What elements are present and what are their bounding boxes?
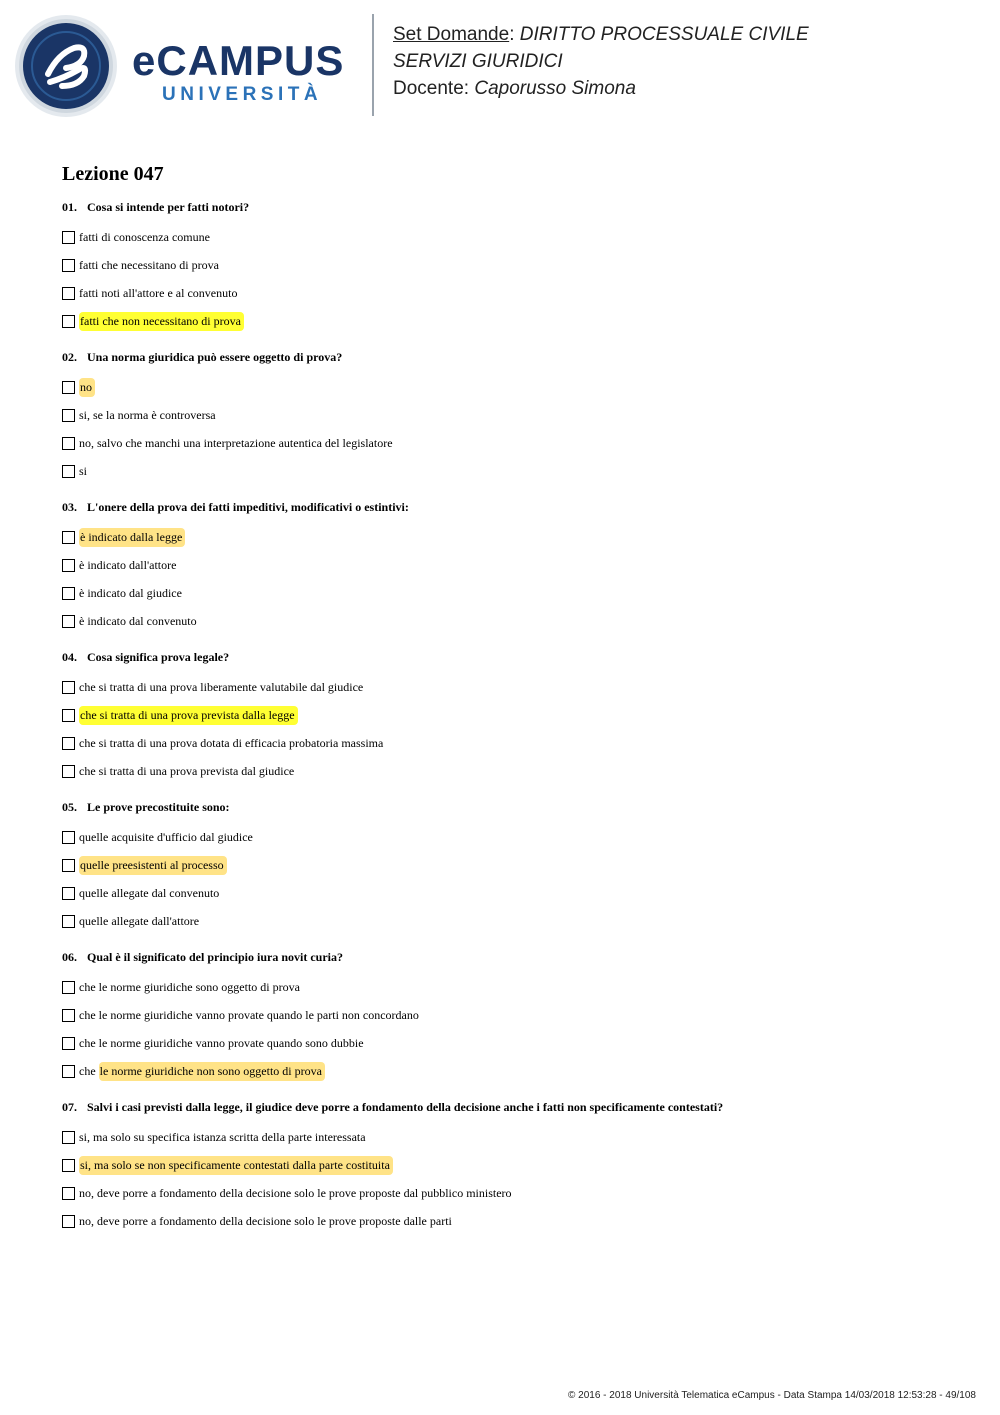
- answer-checkbox[interactable]: [62, 765, 75, 778]
- question-1: [62, 200, 962, 335]
- answer-checkbox[interactable]: [62, 259, 75, 272]
- answer-label: che si tratta di una prova liberamente valutabile dal giudice: [79, 679, 364, 694]
- question-label: L'onere della prova dei fatti impeditivi, modificativi o estintivi:: [87, 500, 409, 514]
- brand-subtitle: UNIVERSITÀ: [162, 84, 323, 105]
- question-5: [62, 800, 962, 935]
- answer-checkbox[interactable]: [62, 381, 75, 394]
- page-header: [0, 0, 1000, 130]
- question-label: Una norma giuridica può essere oggetto di prova?: [87, 350, 343, 364]
- answer-option[interactable]: [62, 279, 962, 307]
- answer-label: si, se la norma è controversa: [79, 407, 216, 422]
- answer-label: che si tratta di una prova prevista dal giudice: [79, 763, 295, 778]
- answer-option[interactable]: [62, 729, 962, 757]
- question-text: [62, 500, 962, 515]
- header-info: [393, 21, 809, 102]
- answer-checkbox[interactable]: [62, 887, 75, 900]
- answer-label: no, deve porre a fondamento della decisione solo le prove proposte dal pubblico ministero: [79, 1185, 512, 1200]
- set-value-line1: DIRITTO PROCESSUALE CIVILE: [519, 24, 809, 45]
- teacher-label: Docente: [393, 78, 464, 99]
- answer-checkbox[interactable]: [62, 1037, 75, 1050]
- answer-option[interactable]: [62, 579, 962, 607]
- question-list: [62, 200, 962, 1235]
- ecampus-emblem-icon: [14, 14, 118, 118]
- answer-label-highlighted: le norme giuridiche non sono oggetto di prova: [99, 1062, 325, 1081]
- question-text: [62, 650, 962, 665]
- answer-checkbox[interactable]: [62, 587, 75, 600]
- answer-option[interactable]: [62, 851, 962, 879]
- set-label: Set Domande: [393, 24, 510, 45]
- answer-label: no, deve porre a fondamento della decisione solo le prove proposte dalle parti: [79, 1213, 452, 1228]
- answer-checkbox[interactable]: [62, 831, 75, 844]
- question-3: [62, 500, 962, 635]
- answer-label: è indicato dal convenuto: [79, 613, 197, 628]
- answer-option[interactable]: [62, 823, 962, 851]
- answer-label: fatti che necessitano di prova: [79, 257, 219, 272]
- answer-checkbox[interactable]: [62, 1009, 75, 1022]
- answer-label: è indicato dall'attore: [79, 557, 177, 572]
- question-number: 04.: [62, 650, 77, 664]
- question-4: [62, 650, 962, 785]
- question-number: 07.: [62, 1100, 77, 1114]
- answer-option[interactable]: [62, 551, 962, 579]
- answer-option[interactable]: [62, 1123, 962, 1151]
- answer-option[interactable]: [62, 1057, 962, 1085]
- answer-option[interactable]: [62, 973, 962, 1001]
- answer-checkbox[interactable]: [62, 981, 75, 994]
- answer-prefix: che: [79, 1063, 99, 1078]
- answer-option[interactable]: [62, 373, 962, 401]
- teacher-line: Docente: Caporusso Simona: [393, 78, 636, 99]
- answer-label: che le norme giuridiche sono oggetto di prova: [79, 979, 300, 994]
- set-line: Set Domande: DIRITTO PROCESSUALE CIVILE: [393, 24, 809, 45]
- answer-option[interactable]: [62, 457, 962, 485]
- lesson-content: [62, 160, 962, 1250]
- answer-option[interactable]: [62, 757, 962, 785]
- answer-checkbox[interactable]: [62, 1215, 75, 1228]
- answer-label: si, ma solo su specifica istanza scritta della parte interessata: [79, 1129, 366, 1144]
- answer-checkbox[interactable]: [62, 437, 75, 450]
- answer-option[interactable]: [62, 673, 962, 701]
- answer-label: quelle allegate dal convenuto: [79, 885, 220, 900]
- answer-option[interactable]: [62, 523, 962, 551]
- question-7: [62, 1100, 962, 1235]
- answer-option[interactable]: [62, 701, 962, 729]
- question-number: 05.: [62, 800, 77, 814]
- answer-checkbox[interactable]: [62, 681, 75, 694]
- answer-option[interactable]: [62, 907, 962, 935]
- answer-label: che le norme giuridiche vanno provate quando le parti non concordano: [79, 1007, 419, 1022]
- question-2: [62, 350, 962, 485]
- answer-label-highlighted: no: [79, 378, 95, 397]
- answer-option[interactable]: [62, 307, 962, 335]
- answer-checkbox[interactable]: [62, 409, 75, 422]
- brand-name: eCAMPUS: [132, 37, 345, 84]
- answer-checkbox[interactable]: [62, 315, 75, 328]
- answer-option[interactable]: [62, 223, 962, 251]
- question-number: 03.: [62, 500, 77, 514]
- answer-checkbox[interactable]: [62, 915, 75, 928]
- answer-label: che le norme giuridiche vanno provate quando sono dubbie: [79, 1035, 364, 1050]
- question-text: [62, 350, 962, 365]
- answer-option[interactable]: [62, 607, 962, 635]
- answer-option[interactable]: [62, 1001, 962, 1029]
- answer-checkbox[interactable]: [62, 1187, 75, 1200]
- answer-option[interactable]: [62, 251, 962, 279]
- answer-label: che si tratta di una prova dotata di efficacia probatoria massima: [79, 735, 384, 750]
- question-label: Qual è il significato del principio iura novit curia?: [87, 950, 344, 964]
- question-number: 02.: [62, 350, 77, 364]
- answer-label: è indicato dal giudice: [79, 585, 182, 600]
- page-footer: © 2016 - 2018 Università Telematica eCampus - Data Stampa 14/03/2018 12:53:28 - 49/108: [568, 1390, 976, 1401]
- header-divider: [372, 14, 374, 116]
- answer-option[interactable]: [62, 429, 962, 457]
- answer-label: no, salvo che manchi una interpretazione autentica del legislatore: [79, 435, 393, 450]
- answer-label: fatti noti all'attore e al convenuto: [79, 285, 238, 300]
- question-label: Salvi i casi previsti dalla legge, il giudice deve porre a fondamento della decisione anche i fatti non specificamente contestati?: [87, 1100, 724, 1114]
- teacher-name: Caporusso Simona: [474, 78, 636, 99]
- question-label: Cosa si intende per fatti notori?: [87, 200, 250, 214]
- question-6: [62, 950, 962, 1085]
- answer-label-highlighted: è indicato dalla legge: [79, 528, 185, 547]
- question-text: [62, 800, 962, 815]
- question-text: [62, 200, 962, 215]
- answer-option[interactable]: [62, 401, 962, 429]
- answer-option[interactable]: [62, 879, 962, 907]
- answer-option[interactable]: [62, 1151, 962, 1179]
- question-text: [62, 950, 962, 965]
- lesson-title: Lezione 047: [62, 163, 164, 185]
- question-text: [62, 1100, 962, 1115]
- set-value-line2: SERVIZI GIURIDICI: [393, 51, 563, 72]
- question-number: 01.: [62, 200, 77, 214]
- answer-checkbox[interactable]: [62, 709, 75, 722]
- answer-checkbox[interactable]: [62, 465, 75, 478]
- answer-checkbox[interactable]: [62, 859, 75, 872]
- answer-checkbox[interactable]: [62, 559, 75, 572]
- answer-label-highlighted: si, ma solo se non specificamente contestati dalla parte costituita: [79, 1156, 393, 1175]
- answer-label: si: [79, 463, 88, 478]
- answer-option[interactable]: [62, 1029, 962, 1057]
- answer-checkbox[interactable]: [62, 615, 75, 628]
- answer-checkbox[interactable]: [62, 287, 75, 300]
- answer-label: quelle acquisite d'ufficio dal giudice: [79, 829, 253, 844]
- answer-label: quelle allegate dall'attore: [79, 913, 200, 928]
- answer-checkbox[interactable]: [62, 1065, 75, 1078]
- answer-checkbox[interactable]: [62, 1131, 75, 1144]
- answer-checkbox[interactable]: [62, 1159, 75, 1172]
- question-number: 06.: [62, 950, 77, 964]
- set-line-2: [393, 48, 809, 75]
- question-label: Le prove precostituite sono:: [87, 800, 230, 814]
- answer-label-highlighted: che si tratta di una prova prevista dalla legge: [79, 706, 298, 725]
- answer-option[interactable]: [62, 1179, 962, 1207]
- answer-checkbox[interactable]: [62, 231, 75, 244]
- ecampus-logo: [132, 37, 345, 106]
- answer-label: fatti di conoscenza comune: [79, 229, 210, 244]
- answer-option[interactable]: [62, 1207, 962, 1235]
- answer-checkbox[interactable]: [62, 531, 75, 544]
- answer-checkbox[interactable]: [62, 737, 75, 750]
- answer-label-highlighted: quelle preesistenti al processo: [79, 856, 227, 875]
- question-label: Cosa significa prova legale?: [87, 650, 230, 664]
- answer-label-highlighted: fatti che non necessitano di prova: [79, 312, 244, 331]
